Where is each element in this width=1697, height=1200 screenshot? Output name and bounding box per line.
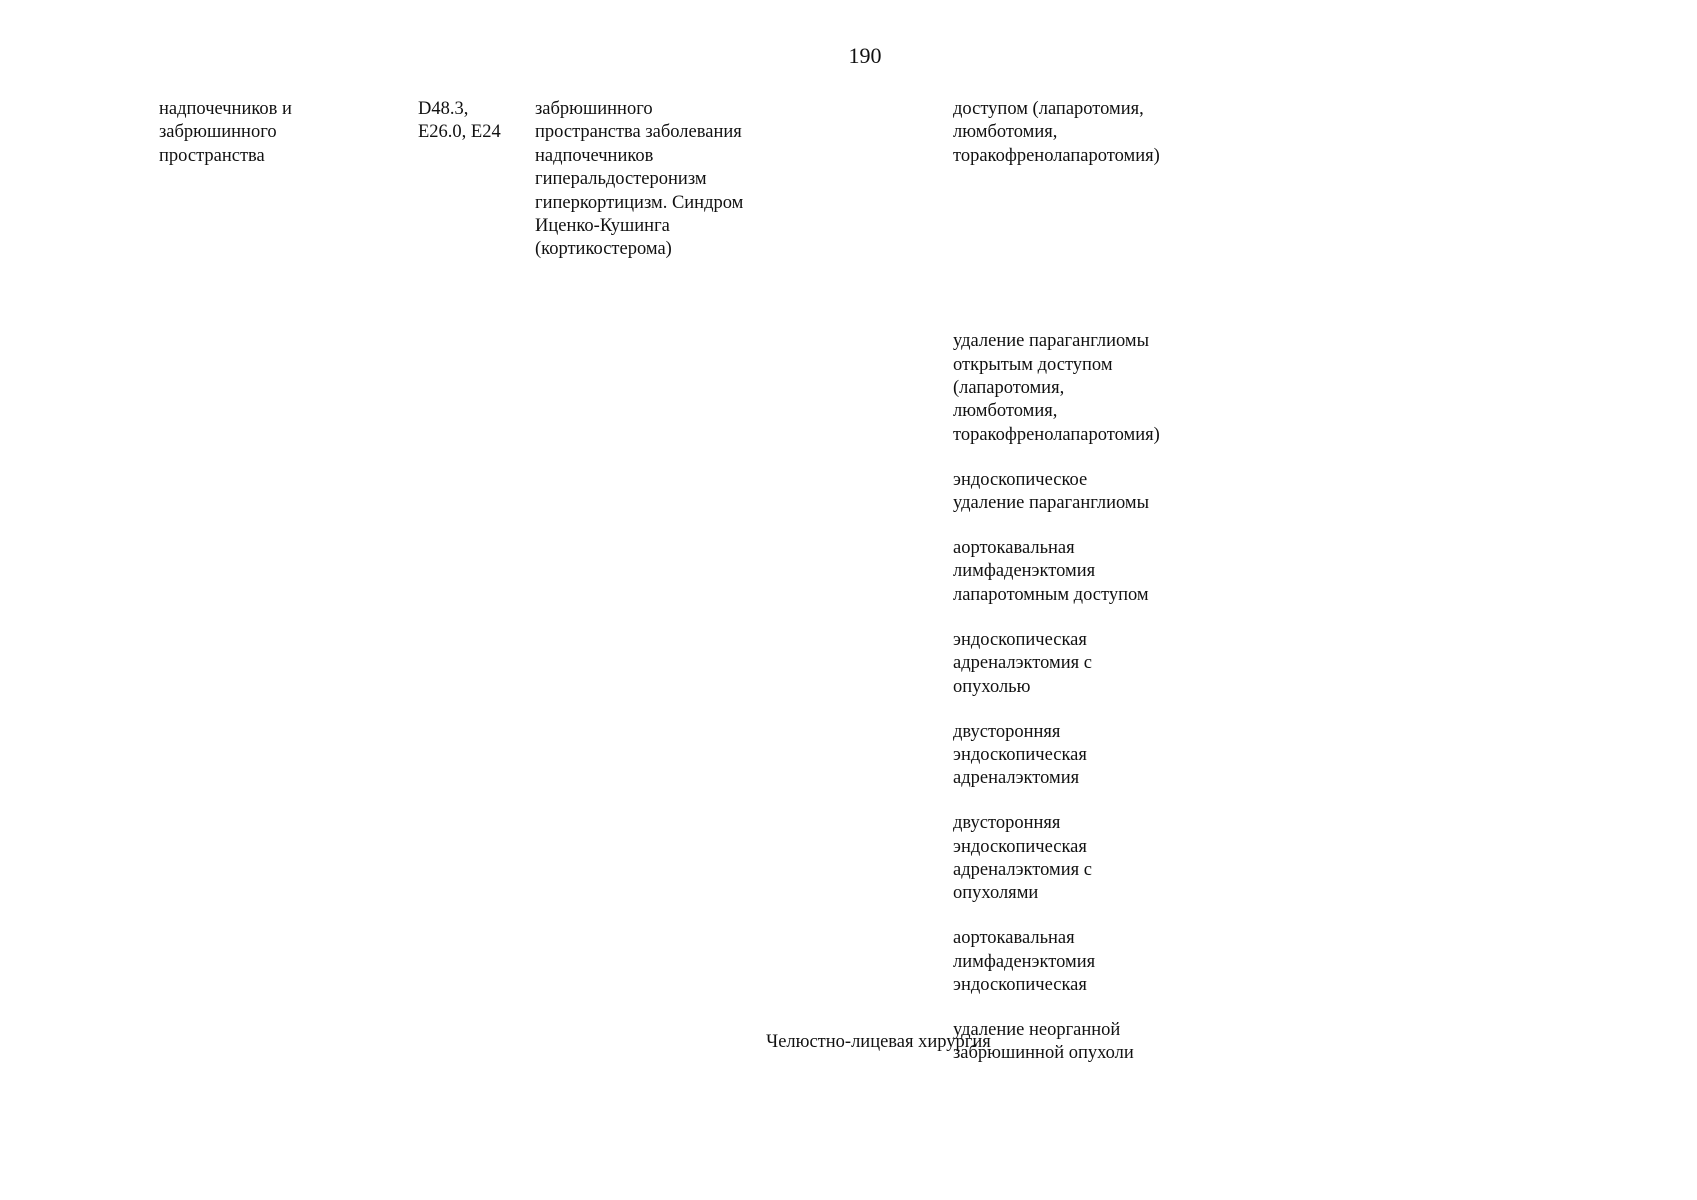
row-description-cell: забрюшинного пространства заболевания надпочечников гиперальдостеронизм гиперкортицизм. Синдром Иценко-Кушинга (кортикостерома) (535, 99, 744, 260)
row-name-cell: надпочечников и забрюшинного пространства (159, 99, 292, 166)
page-number: 190 (848, 43, 882, 68)
method-item: удаление неорганной забрюшинной опухоли (953, 1020, 1134, 1064)
section-heading: Челюстно-лицевая хирургия (766, 1032, 991, 1052)
method-item: двусторонняя эндоскопическая адреналэктомия с опухолями (953, 813, 1092, 904)
row-methods-cell (953, 98, 1283, 1066)
row-codes-cell: D48.3, E26.0, E24 (418, 99, 501, 143)
method-item: двусторонняя эндоскопическая адреналэктомия (953, 721, 1087, 789)
method-item: эндоскопическая адреналэктомия с опухолью (953, 629, 1092, 697)
method-item: эндоскопическое удаление параганглиомы (953, 469, 1150, 514)
method-item: аортокавальная лимфаденэктомия лапаротомным доступом (953, 538, 1149, 605)
method-item: удаление параганглиомы открытым доступом (лапаротомия, люмботомия, торакофренолапаротомия) (953, 331, 1160, 445)
method-item: доступом (лапаротомия, люмботомия, торакофренолапаротомия) (953, 99, 1160, 166)
method-item: аортокавальная лимфаденэктомия эндоскопическая (953, 928, 1096, 996)
